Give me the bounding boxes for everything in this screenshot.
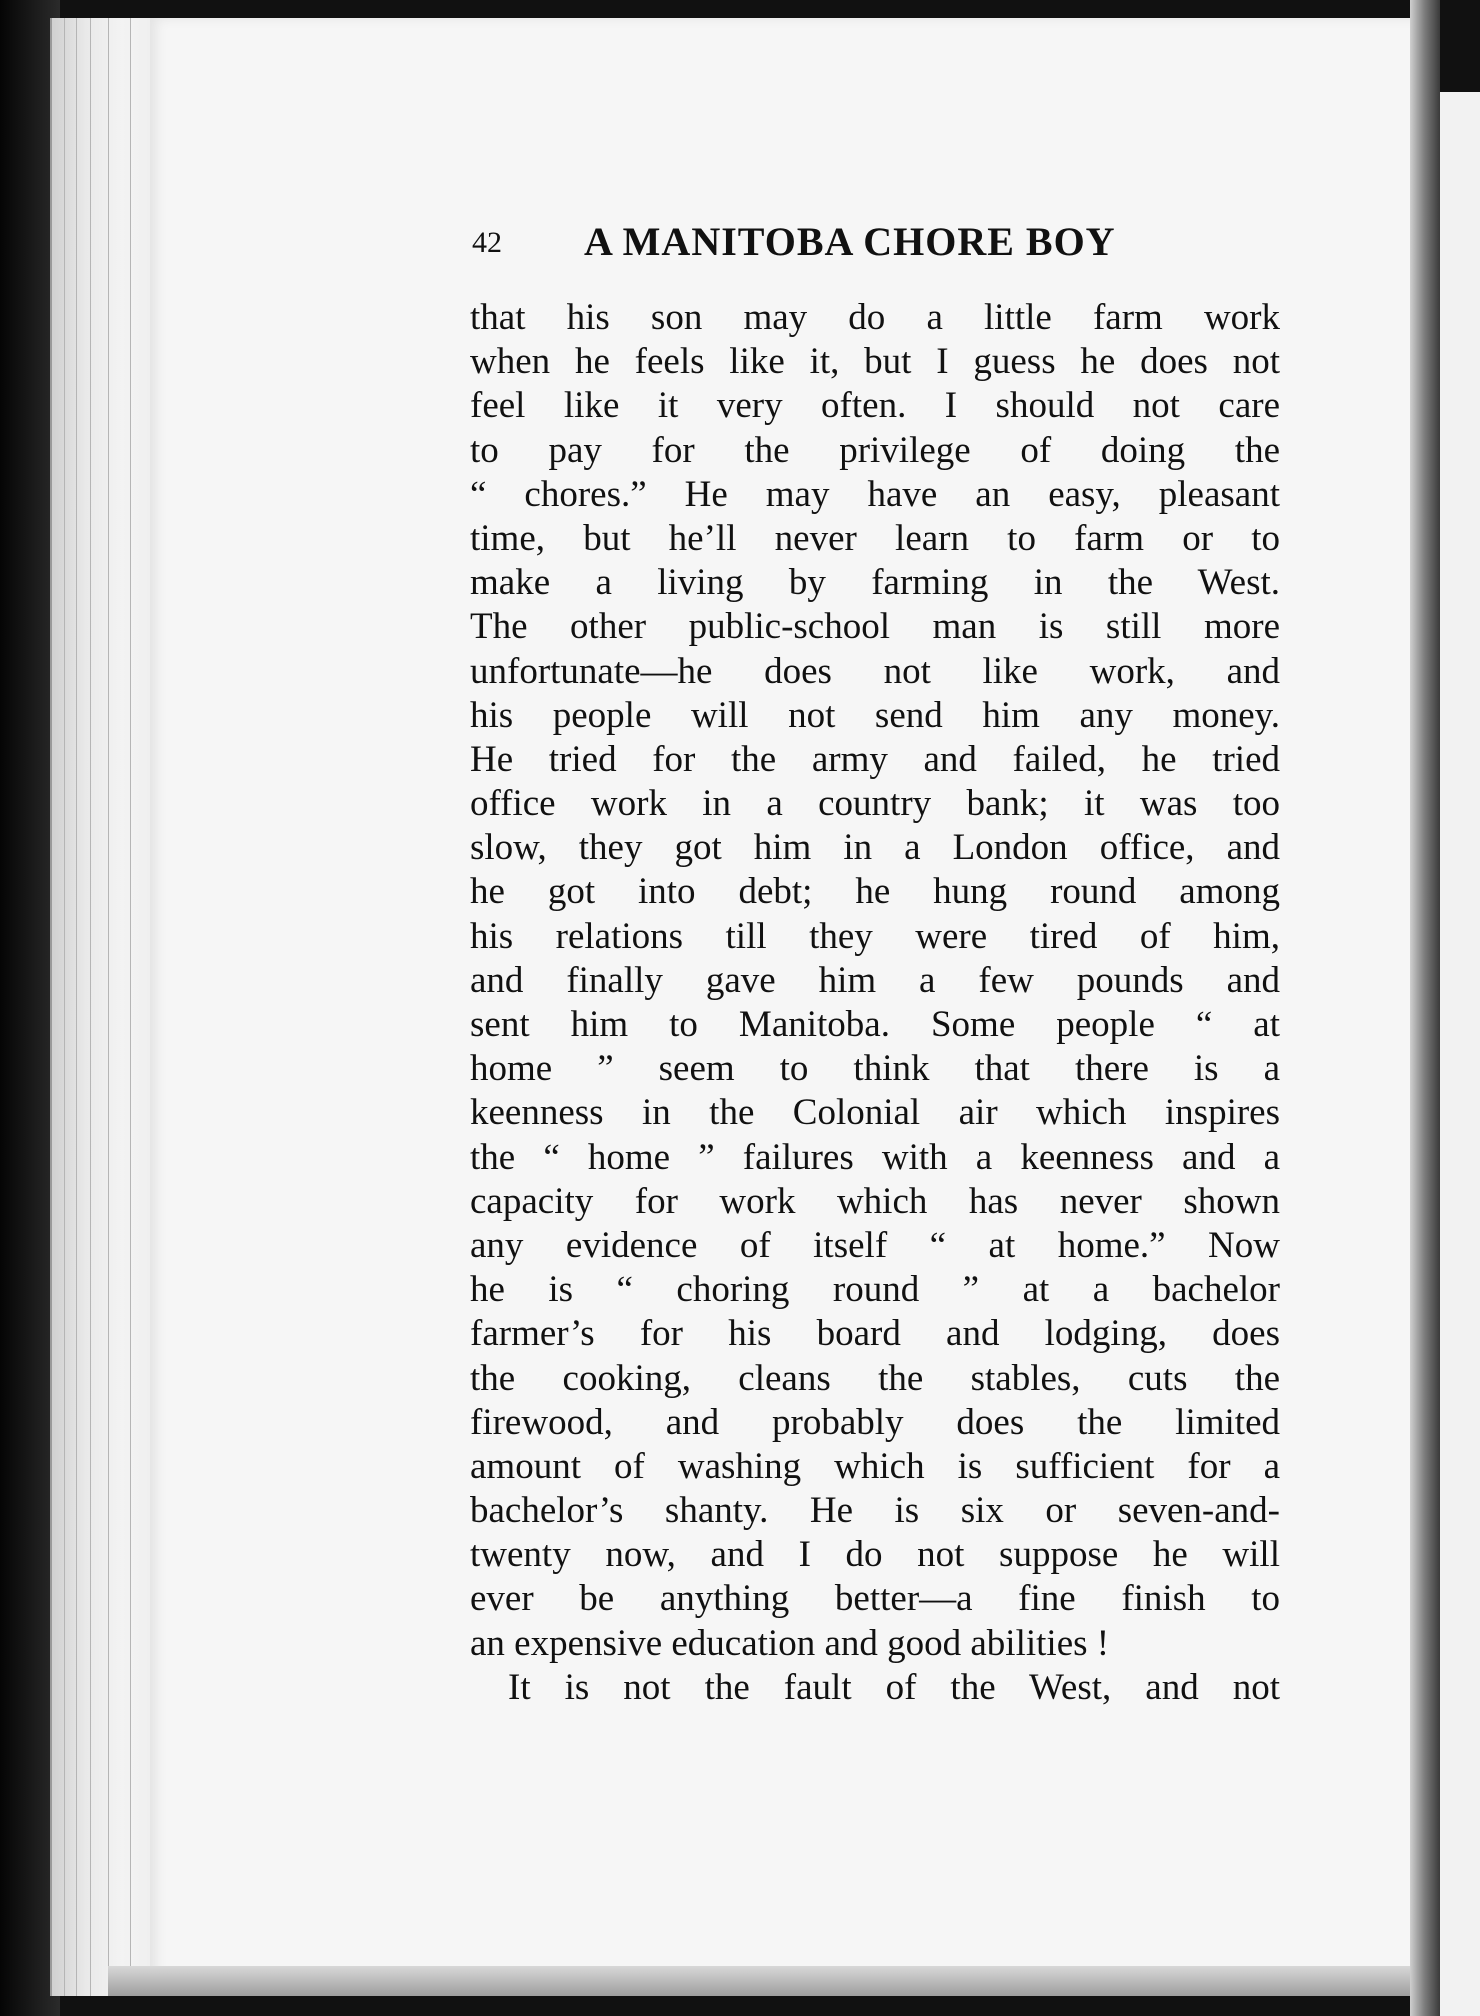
text-line: home ” seem to think that there is a [470,1048,1280,1090]
page-bottom-edge [108,1966,1428,1996]
text-line: and finally gave him a few pounds and [470,959,1280,1001]
text-line: to pay for the privilege of doing the [470,429,1280,471]
text-line: sent him to Manitoba. Some people “ at [470,1004,1280,1045]
text-line: The other public-school man is still more [470,606,1280,648]
text-line: that his son may do a little farm work [470,297,1280,338]
text-line: time, but he’ll never learn to farm or to [470,517,1280,559]
text-line: feel like it very often. I should not care [470,385,1280,427]
text-line: his relations till they were tired of him, [470,915,1280,957]
text-line: bachelor’s shanty. He is six or seven-and- [470,1490,1280,1532]
text-line: twenty now, and I do not suppose he will [470,1534,1280,1576]
body-text [470,296,1280,1710]
text-line: He tried for the army and failed, he tried [470,738,1280,780]
text-line: keenness in the Colonial air which inspires [470,1092,1280,1134]
text-line: his people will not send him any money. [470,694,1280,736]
text-line: slow, they got him in a London office, and [470,827,1280,869]
text-line: amount of washing which is sufficient for a [470,1445,1280,1487]
text-line: any evidence of itself “ at home.” Now [470,1224,1280,1266]
text-line: the cooking, cleans the stables, cuts the [470,1357,1280,1399]
text-line: when he feels like it, but I guess he does not [470,341,1280,383]
text-line: he got into debt; he hung round among [470,871,1280,913]
text-line: capacity for work which has never shown [470,1180,1280,1222]
text-line: the “ home ” failures with a keenness and a [470,1136,1280,1178]
book-gutter [1410,0,1440,2016]
facing-page-strip [1440,0,1480,2016]
text-line: farmer’s for his board and lodging, does [470,1313,1280,1355]
text-line: an expensive education and good abilities ! [470,1622,1110,1664]
text-line: firewood, and probably does the limited [470,1401,1280,1443]
text-line: “ chores.” He may have an easy, pleasant [470,473,1280,515]
text-line: unfortunate—he does not like work, and [470,650,1280,692]
text-line: It is not the fault of the West, and not [508,1666,1280,1708]
running-title: A MANITOBA CHORE BOY [584,219,1116,264]
running-head [470,218,1270,278]
text-line: ever be anything better—a fine finish to [470,1578,1280,1620]
page-number: 42 [472,226,502,259]
text-line: make a living by farming in the West. [470,562,1280,604]
text-line: he is “ choring round ” at a bachelor [470,1269,1280,1311]
text-line: office work in a country bank; it was too [470,783,1280,825]
